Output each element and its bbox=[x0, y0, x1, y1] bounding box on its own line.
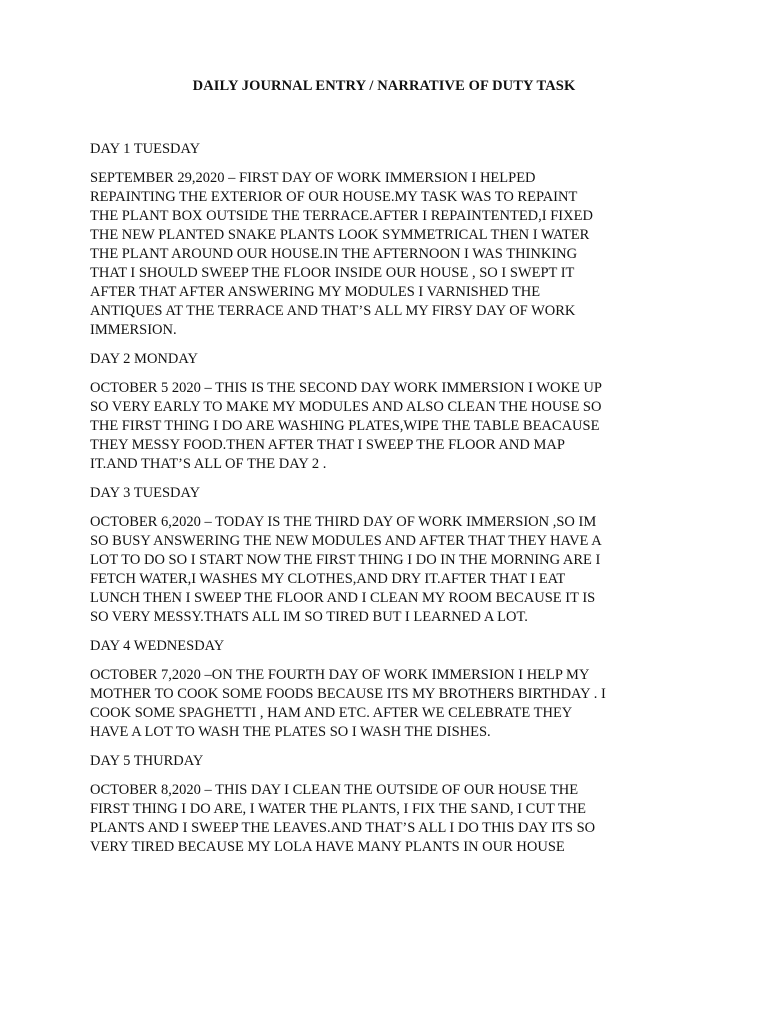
spacer bbox=[90, 474, 688, 484]
spacer bbox=[90, 742, 688, 752]
day-heading: DAY 1 TUESDAY bbox=[90, 141, 201, 157]
day-heading: DAY 5 THURDAY bbox=[90, 753, 204, 769]
narrative-line: AFTER THAT AFTER ANSWERING MY MODULES I VARNISHED THE bbox=[90, 284, 541, 300]
narrative-line: LOT TO DO SO I START NOW THE FIRST THING I DO IN THE MORNING ARE I bbox=[90, 552, 601, 568]
narrative-line: IMMERSION. bbox=[90, 322, 177, 338]
narrative-line: IT.AND THAT’S ALL OF THE DAY 2 . bbox=[90, 456, 327, 472]
journal-entries bbox=[90, 140, 688, 857]
day-narrative bbox=[90, 513, 688, 627]
day-heading: DAY 4 WEDNESDAY bbox=[90, 638, 225, 654]
narrative-line: SEPTEMBER 29,2020 – FIRST DAY OF WORK IMMERSION I HELPED bbox=[90, 170, 536, 186]
spacer bbox=[90, 503, 688, 513]
narrative-line: PLANTS AND I SWEEP THE LEAVES.AND THAT’S ALL I DO THIS DAY ITS SO bbox=[90, 820, 596, 836]
journal-entry bbox=[90, 350, 688, 484]
narrative-line: FIRST THING I DO ARE, I WATER THE PLANTS, I FIX THE SAND, I CUT THE bbox=[90, 801, 586, 817]
narrative-line: COOK SOME SPAGHETTI , HAM AND ETC. AFTER WE CELEBRATE THEY bbox=[90, 705, 573, 721]
narrative-line: SO BUSY ANSWERING THE NEW MODULES AND AFTER THAT THEY HAVE A bbox=[90, 533, 602, 549]
narrative-line: THE PLANT AROUND OUR HOUSE.IN THE AFTERNOON I WAS THINKING bbox=[90, 246, 578, 262]
day-narrative bbox=[90, 666, 688, 742]
spacer bbox=[90, 369, 688, 379]
narrative-line: THE PLANT BOX OUTSIDE THE TERRACE.AFTER I REPAINTENTED,I FIXED bbox=[90, 208, 593, 224]
narrative-line: FETCH WATER,I WASHES MY CLOTHES,AND DRY IT.AFTER THAT I EAT bbox=[90, 571, 566, 587]
spacer bbox=[90, 656, 688, 666]
narrative-line: THE FIRST THING I DO ARE WASHING PLATES,WIPE THE TABLE BEACAUSE bbox=[90, 418, 600, 434]
narrative-line: OCTOBER 8,2020 – THIS DAY I CLEAN THE OUTSIDE OF OUR HOUSE THE bbox=[90, 782, 579, 798]
journal-entry bbox=[90, 484, 688, 637]
narrative-line: HAVE A LOT TO WASH THE PLATES SO I WASH THE DISHES. bbox=[90, 724, 491, 740]
journal-entry bbox=[90, 140, 688, 350]
narrative-line: OCTOBER 5 2020 – THIS IS THE SECOND DAY WORK IMMERSION I WOKE UP bbox=[90, 380, 602, 396]
narrative-line: OCTOBER 6,2020 – TODAY IS THE THIRD DAY OF WORK IMMERSION ,SO IM bbox=[90, 514, 597, 530]
narrative-line: MOTHER TO COOK SOME FOODS BECAUSE ITS MY BROTHERS BIRTHDAY . I bbox=[90, 686, 606, 702]
day-heading: DAY 3 TUESDAY bbox=[90, 485, 201, 501]
narrative-line: SO VERY MESSY.THATS ALL IM SO TIRED BUT I LEARNED A LOT. bbox=[90, 609, 528, 625]
spacer bbox=[90, 340, 688, 350]
spacer bbox=[90, 627, 688, 637]
spacer bbox=[90, 771, 688, 781]
document-title: DAILY JOURNAL ENTRY / NARRATIVE OF DUTY TASK bbox=[192, 78, 576, 94]
day-narrative bbox=[90, 379, 688, 474]
spacer bbox=[90, 159, 688, 169]
narrative-line: REPAINTING THE EXTERIOR OF OUR HOUSE.MY TASK WAS TO REPAINT bbox=[90, 189, 578, 205]
day-narrative bbox=[90, 781, 688, 857]
journal-entry bbox=[90, 637, 688, 752]
narrative-line: THEY MESSY FOOD.THEN AFTER THAT I SWEEP THE FLOOR AND MAP bbox=[90, 437, 565, 453]
day-heading: DAY 2 MONDAY bbox=[90, 351, 198, 367]
narrative-line: SO VERY EARLY TO MAKE MY MODULES AND ALSO CLEAN THE HOUSE SO bbox=[90, 399, 602, 415]
day-narrative bbox=[90, 169, 688, 340]
journal-entry bbox=[90, 752, 688, 857]
narrative-line: OCTOBER 7,2020 –ON THE FOURTH DAY OF WORK IMMERSION I HELP MY bbox=[90, 667, 590, 683]
narrative-line: LUNCH THEN I SWEEP THE FLOOR AND I CLEAN MY ROOM BECAUSE IT IS bbox=[90, 590, 596, 606]
narrative-line: THE NEW PLANTED SNAKE PLANTS LOOK SYMMETRICAL THEN I WATER bbox=[90, 227, 590, 243]
narrative-line: VERY TIRED BECAUSE MY LOLA HAVE MANY PLANTS IN OUR HOUSE bbox=[90, 839, 565, 855]
narrative-line: ANTIQUES AT THE TERRACE AND THAT’S ALL MY FIRSY DAY OF WORK bbox=[90, 303, 576, 319]
narrative-line: THAT I SHOULD SWEEP THE FLOOR INSIDE OUR HOUSE , SO I SWEPT IT bbox=[90, 265, 575, 281]
